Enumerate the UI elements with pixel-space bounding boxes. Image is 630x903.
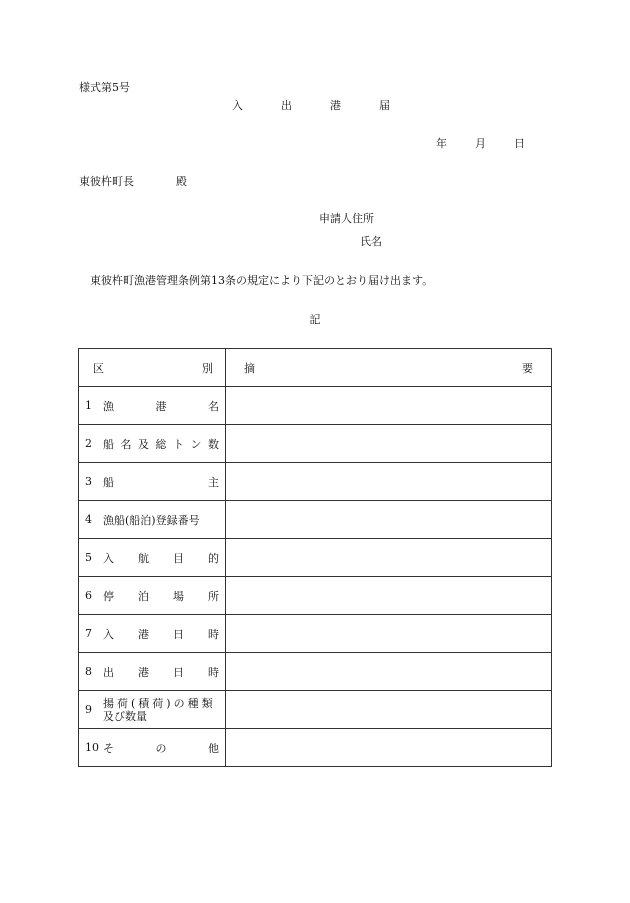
row-number: 10 <box>85 741 99 754</box>
row-number: 1 <box>85 399 92 412</box>
header-summary-right: 要 <box>522 361 533 375</box>
row-label <box>103 474 219 490</box>
row-value-cell[interactable] <box>226 539 552 577</box>
row-label-part: 入 <box>103 551 114 565</box>
row-label <box>103 398 219 414</box>
date-day: 日 <box>514 137 553 150</box>
row-label-part: 所 <box>208 589 219 603</box>
row-number: 4 <box>85 513 92 526</box>
header-summary <box>226 349 552 387</box>
row-number: 7 <box>85 627 92 640</box>
row-label-part: 的 <box>208 551 219 565</box>
row-label-cell <box>79 463 226 501</box>
header-summary-left: 摘 <box>244 361 255 375</box>
table-row <box>79 577 552 615</box>
row-label-part: 時 <box>208 665 219 679</box>
row-number: 3 <box>85 475 92 488</box>
row-label-cell <box>79 425 226 463</box>
row-label <box>103 436 219 452</box>
table-row <box>79 425 552 463</box>
header-category <box>79 349 226 387</box>
table-header-row <box>79 349 552 387</box>
row-label-part: 港 <box>138 665 149 679</box>
row-label-part: 目 <box>173 551 184 565</box>
date-year: 年 <box>436 137 475 150</box>
addressee <box>79 175 187 189</box>
row-label-cell <box>79 691 226 729</box>
row-label-part: ト <box>173 437 184 451</box>
row-label-cell <box>79 539 226 577</box>
addressee-name: 東彼杵町長 <box>79 175 134 188</box>
document-title: 入出港届 <box>232 99 428 112</box>
row-label-part: 船 <box>103 437 114 451</box>
row-label-part: の <box>155 741 167 755</box>
row-label-part: 日 <box>173 627 184 641</box>
row-number: 5 <box>85 551 92 564</box>
row-label-part: 名 <box>120 437 132 451</box>
applicant-address-label: 申請人住所 <box>319 212 374 225</box>
row-label-cell <box>79 615 226 653</box>
row-number: 2 <box>85 437 92 450</box>
statement-text: 東彼杵町漁港管理条例第13条の規定により下記のとおり届け出ます。 <box>90 274 434 287</box>
addressee-honorific: 殿 <box>176 175 187 188</box>
row-label-part: 日 <box>173 665 184 679</box>
row-label-part: 名 <box>208 399 219 413</box>
row-value-cell[interactable] <box>226 691 552 729</box>
row-label <box>103 512 219 528</box>
row-label-part: 総 <box>155 437 167 451</box>
row-number: 9 <box>85 703 92 716</box>
table-row <box>79 691 552 729</box>
row-label-part: 漁船(船泊)登録番号 <box>103 513 200 527</box>
applicant-name-label: 氏名 <box>360 235 382 248</box>
row-value-cell[interactable] <box>226 577 552 615</box>
row-value-cell[interactable] <box>226 729 552 767</box>
row-label-part: 停 <box>103 589 114 603</box>
row-label <box>103 588 219 604</box>
header-category-right: 別 <box>202 361 213 375</box>
date-line <box>436 137 553 151</box>
row-label-part: 他 <box>208 741 219 755</box>
row-value-cell[interactable] <box>226 501 552 539</box>
table-row <box>79 653 552 691</box>
row-label-cell <box>79 501 226 539</box>
row-label-part: 出 <box>103 665 114 679</box>
table-row <box>79 729 552 767</box>
row-label-part: 港 <box>138 627 149 641</box>
row-label-part: 港 <box>155 399 167 413</box>
date-month: 月 <box>475 137 514 150</box>
row-label-line2: 及び数量 <box>103 709 147 723</box>
table-body <box>79 387 552 767</box>
header-category-left: 区 <box>93 361 104 375</box>
table-row <box>79 615 552 653</box>
row-value-cell[interactable] <box>226 653 552 691</box>
table-row <box>79 387 552 425</box>
row-label-part: そ <box>103 741 114 755</box>
ki-heading: 記 <box>309 313 321 326</box>
row-label-part: 船 <box>103 475 114 489</box>
row-label-line1: 揚荷(積荷)の種類 <box>103 696 216 710</box>
row-value-cell[interactable] <box>226 615 552 653</box>
row-label <box>103 550 219 566</box>
row-number: 6 <box>85 589 92 602</box>
row-label-cell <box>79 729 226 767</box>
row-label-part: 漁 <box>103 399 114 413</box>
table-row <box>79 539 552 577</box>
row-label-cell <box>79 577 226 615</box>
entry-table <box>78 348 552 767</box>
row-label-part: 数 <box>208 437 219 451</box>
row-label-part: 場 <box>173 589 184 603</box>
row-label <box>103 626 219 642</box>
row-label <box>103 740 219 756</box>
row-value-cell[interactable] <box>226 463 552 501</box>
table-row <box>79 463 552 501</box>
row-label-part: 時 <box>208 627 219 641</box>
row-label <box>103 664 219 680</box>
row-number: 8 <box>85 665 92 678</box>
row-label-part: 及 <box>138 437 149 451</box>
row-label-cell <box>79 653 226 691</box>
row-label-part: ン <box>190 437 202 451</box>
table-row <box>79 501 552 539</box>
row-label-cell <box>79 387 226 425</box>
row-label-part: 主 <box>208 475 219 489</box>
form-number: 様式第5号 <box>79 81 130 94</box>
row-label-part: 航 <box>138 551 149 565</box>
row-label-part: 入 <box>103 627 114 641</box>
row-value-cell[interactable] <box>226 425 552 463</box>
row-label-part: 泊 <box>138 589 149 603</box>
row-value-cell[interactable] <box>226 387 552 425</box>
